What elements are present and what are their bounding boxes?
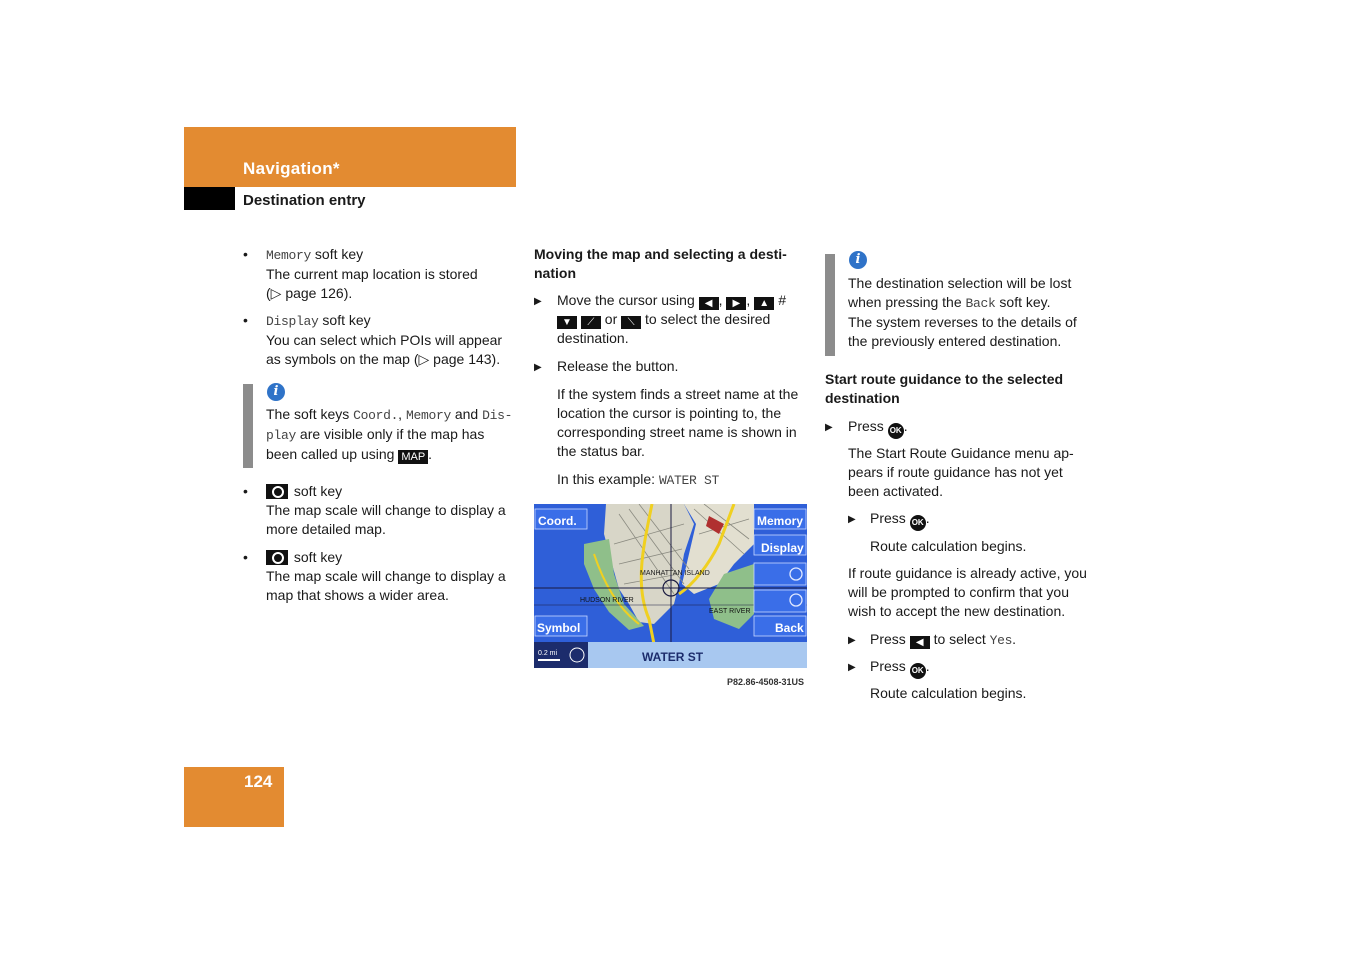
- right-column: Start route guidance to the selected destination ▶ Press OK . The Start Route Guidance menu ap- pears if route guidance has not yet been activated. ▶ Press OK . Route calculation begins. If route guidance is already active, you will be prompted to confirm that you wish to accept the new destination. ▶ Press ◀ to select Yes. ▶ Press OK . Route calculation begins.: [825, 370, 1105, 408]
- paragraph-line: If route guidance is already active, you: [848, 565, 1087, 581]
- arrow-icon: ▶: [848, 514, 856, 525]
- map-label-island: MANHATTAN ISLAND: [640, 570, 710, 577]
- note-text: and: [450, 406, 483, 422]
- bullet: •: [243, 246, 248, 262]
- diagonal-key-icon: ⟋: [581, 316, 601, 329]
- back-key-label: Back: [965, 296, 996, 311]
- up-key-icon: ▲: [754, 297, 774, 310]
- subsection-title: Destination entry: [243, 192, 366, 209]
- paragraph-line: If the system finds a street name at the: [557, 386, 799, 402]
- display-key-label: Display: [266, 314, 319, 329]
- map-status-bar-text: WATER ST: [642, 650, 704, 664]
- route-calc-text: Route calculation begins.: [870, 538, 1027, 554]
- page-number: 124: [244, 772, 273, 791]
- header-band: [184, 127, 516, 187]
- memory-desc-1: The current map location is stored: [266, 266, 478, 282]
- route-calc-text: Route calculation begins.: [870, 685, 1027, 701]
- street-name-explanation: [557, 385, 812, 461]
- right-info-note: [848, 274, 1108, 351]
- display-key-label: play: [266, 428, 297, 443]
- map-label-east: EAST RIVER: [709, 608, 751, 615]
- paragraph-line: wish to accept the new destination.: [848, 603, 1066, 619]
- heading-moving-map: Moving the map and selecting a desti-: [534, 246, 787, 262]
- already-active-explanation: [848, 564, 1108, 621]
- section-title: Navigation*: [243, 159, 340, 178]
- step-text: ,: [718, 292, 723, 308]
- start-route-explanation: [848, 444, 1108, 501]
- step-text: ,: [746, 292, 751, 308]
- step-text: Move the cursor using: [557, 292, 699, 308]
- heading-start-route: Start route guidance to the selected: [825, 371, 1064, 387]
- note-text: .: [428, 446, 433, 462]
- example-line: [557, 470, 719, 490]
- hash-glyph: #: [778, 292, 786, 308]
- paragraph-line: The Start Route Guidance menu ap-: [848, 445, 1074, 461]
- map-caption: P82.86-4508-31US: [727, 677, 805, 687]
- soft-key-text: soft key: [318, 312, 371, 328]
- note-text: The system reverses to the details of: [848, 314, 1077, 330]
- left-key-icon: ◀: [910, 636, 930, 649]
- step-text: Press: [848, 418, 888, 434]
- note-text: are visible only if the map has: [296, 426, 485, 442]
- memory-desc-2: (▷ page 126).: [266, 285, 353, 301]
- paragraph-line: pears if route guidance has not yet: [848, 464, 1063, 480]
- yes-option-label: Yes: [989, 633, 1013, 648]
- ok-button-icon: OK: [910, 515, 926, 531]
- bullet: •: [243, 549, 248, 565]
- coord-key-label: Coord.: [353, 408, 399, 423]
- example-value: WATER ST: [658, 473, 719, 488]
- left-key-icon: ◀: [699, 297, 719, 310]
- example-label: In this example:: [557, 471, 659, 487]
- memory-key-label: Memory: [405, 408, 451, 423]
- map-display-button: Display: [761, 541, 804, 555]
- arrow-icon: ▶: [848, 662, 856, 673]
- note-text: The soft keys: [266, 406, 354, 422]
- display-desc-2: as symbols on the map (▷ page 143).: [266, 351, 501, 367]
- step-text: Press: [870, 631, 910, 647]
- soft-key-text: soft key: [311, 246, 364, 262]
- paragraph-line: location the cursor is pointing to, the: [557, 405, 782, 421]
- note-text: when pressing the: [848, 294, 966, 310]
- bullet: •: [243, 312, 248, 328]
- info-icon: i: [849, 251, 867, 269]
- paragraph-line: corresponding street name is shown in: [557, 424, 797, 440]
- paragraph-line: been activated.: [848, 483, 943, 499]
- zoom-in-icon: [266, 484, 288, 499]
- display-desc-1: You can select which POIs will appear: [266, 332, 503, 348]
- info-icon: i: [267, 383, 285, 401]
- note-text: been called up using: [266, 446, 399, 462]
- map-coord-button: Coord.: [538, 514, 577, 528]
- zoom-in-desc-1: The map scale will change to display a: [266, 502, 506, 518]
- map-symbol-button: Symbol: [537, 621, 581, 635]
- info-bar: [825, 254, 835, 356]
- heading-start-route-cont: destination: [825, 390, 900, 406]
- middle-column: [534, 245, 809, 488]
- diagonal-key-icon: ⟍: [621, 316, 641, 329]
- right-key-icon: ▶: [726, 297, 746, 310]
- arrow-icon: ▶: [534, 362, 542, 373]
- step-text: Press: [870, 510, 910, 526]
- display-key-label: Dis-: [482, 408, 513, 423]
- arrow-icon: ▶: [848, 635, 856, 646]
- left-info-note: [266, 405, 526, 464]
- zoom-out-desc-2: map that shows a wider area.: [266, 587, 449, 603]
- memory-key-label: Memory: [266, 248, 312, 263]
- paragraph-line: will be prompted to confirm that you: [848, 584, 1069, 600]
- step-text: to select: [929, 631, 990, 647]
- ok-button-icon: OK: [888, 423, 904, 439]
- soft-key-text: soft key: [290, 549, 343, 565]
- step-text: destination.: [557, 330, 629, 346]
- zoom-out-desc-1: The map scale will change to display a: [266, 568, 506, 584]
- map-button-icon: MAP: [398, 450, 428, 464]
- arrow-icon: ▶: [534, 296, 542, 307]
- header-marker: [184, 187, 235, 210]
- step-text: Release the button.: [557, 358, 679, 374]
- zoom-out-icon: [266, 550, 288, 565]
- step-text: to select the desired: [641, 311, 771, 327]
- arrow-icon: ▶: [825, 422, 833, 433]
- note-text: the previously entered destination.: [848, 333, 1062, 349]
- note-text: The destination selection will be lost: [848, 275, 1072, 291]
- bullet: •: [243, 483, 248, 499]
- paragraph-line: the status bar.: [557, 443, 645, 459]
- zoom-in-desc-2: more detailed map.: [266, 521, 386, 537]
- ok-button-icon: OK: [910, 663, 926, 679]
- note-text: soft key.: [995, 294, 1051, 310]
- soft-key-text: soft key: [290, 483, 343, 499]
- info-bar: [243, 384, 253, 468]
- map-memory-button: Memory: [757, 514, 804, 528]
- map-screenshot: [534, 504, 807, 668]
- heading-moving-map-cont: nation: [534, 265, 576, 281]
- note-text: ,: [398, 406, 406, 422]
- map-label-hudson: HUDSON RIVER: [580, 597, 634, 604]
- map-back-button: Back: [775, 621, 804, 635]
- map-scale-label: 0.2 mi: [538, 650, 558, 657]
- down-key-icon: ▼: [557, 316, 577, 329]
- step-text: or: [600, 311, 622, 327]
- step-text: Press: [870, 658, 910, 674]
